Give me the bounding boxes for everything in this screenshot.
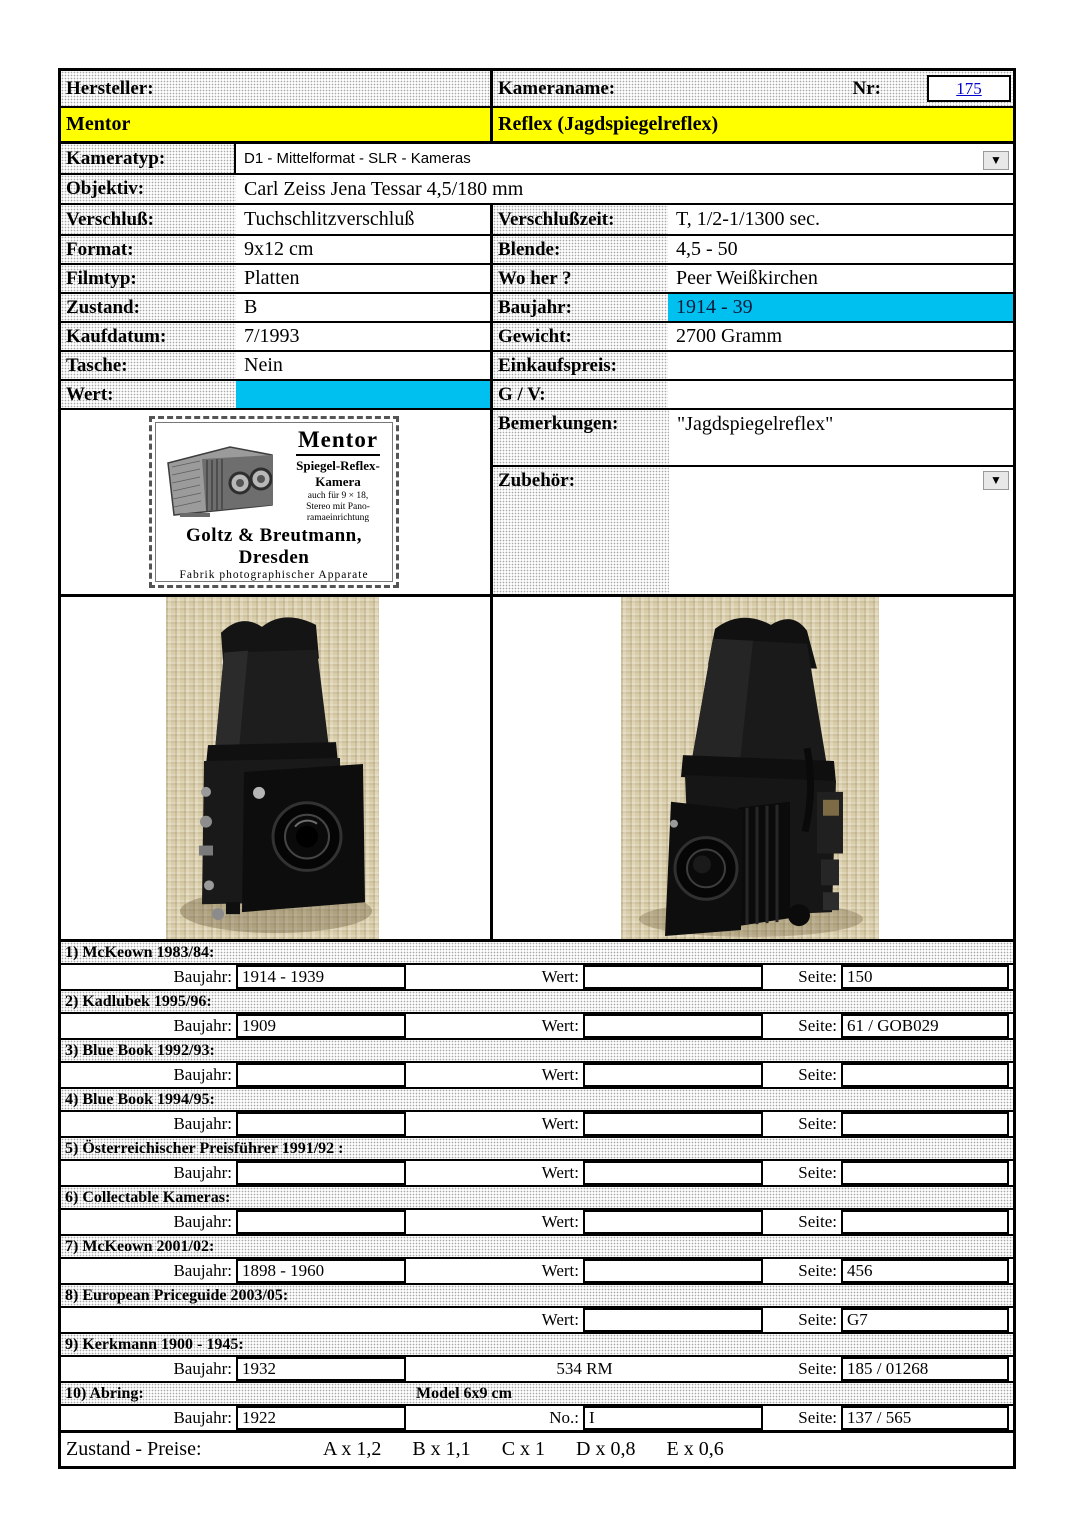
record-number-link[interactable]: 175 <box>956 78 982 98</box>
verschluss-row <box>61 205 490 234</box>
price-guide-title: 1) McKeown 1983/84: <box>65 944 215 961</box>
zustand-value-field[interactable]: B <box>236 294 490 321</box>
verschluss-label: Verschluß: <box>66 208 154 230</box>
kameraname-label: Kameraname: <box>498 77 616 99</box>
baujahr-field-label: Baujahr: <box>173 1408 232 1427</box>
price-guide-row <box>61 989 1013 1038</box>
woher-value-field[interactable]: Peer Weißkirchen <box>668 265 1013 292</box>
camera-photo-left-cell <box>61 597 493 939</box>
price-guide-title: 2) Kadlubek 1995/96: <box>65 993 212 1010</box>
baujahr-field-label: Baujahr: <box>173 1212 232 1231</box>
seite-field-label: Seite: <box>798 967 837 986</box>
verschlusszeit-value-field[interactable]: T, 1/2-1/1300 sec. <box>668 205 1013 234</box>
no-input[interactable]: I <box>583 1406 763 1430</box>
ad-camera-etching <box>160 433 288 525</box>
zustand-preise-label: Zustand - Preise: <box>66 1438 202 1460</box>
price-guide-title: 4) Blue Book 1994/95: <box>65 1091 215 1108</box>
factor-d: D x 0,8 <box>576 1438 636 1460</box>
baujahr-input[interactable]: 1909 <box>236 1014 406 1038</box>
no-field-label: No.: <box>549 1408 579 1427</box>
seite-field-label: Seite: <box>798 1016 837 1035</box>
price-guide-row <box>61 1038 1013 1087</box>
kameratyp-value-field[interactable] <box>236 144 1013 173</box>
wert-input[interactable] <box>583 1014 763 1038</box>
wert-input[interactable] <box>583 1308 763 1332</box>
format-value-field[interactable]: 9x12 cm <box>236 236 490 263</box>
price-guide-row <box>61 1332 1013 1381</box>
baujahr-field-label: Baujahr: <box>173 967 232 986</box>
wert-field-label: Wert: <box>541 967 579 986</box>
hersteller-label: Hersteller: <box>66 77 154 99</box>
wert-input[interactable] <box>583 1112 763 1136</box>
baujahr-input[interactable] <box>236 1112 406 1136</box>
advertisement-cell <box>61 410 493 594</box>
kameratyp-value: D1 - Mittelformat - SLR - Kameras <box>244 150 471 167</box>
bemerkungen-row <box>493 410 1013 465</box>
wert-input[interactable] <box>583 1259 763 1283</box>
baujahr-label: Baujahr: <box>498 296 572 318</box>
photo-block <box>61 594 1013 939</box>
price-guide-model-note: Model 6x9 cm <box>416 1385 512 1402</box>
kameratyp-dropdown-icon[interactable]: ▼ <box>983 151 1009 170</box>
seite-input[interactable]: 185 / 01268 <box>841 1357 1009 1381</box>
objektiv-value-field[interactable] <box>236 175 1013 203</box>
wert-input[interactable] <box>583 965 763 989</box>
zubehoer-dropdown-icon[interactable]: ▼ <box>983 471 1009 490</box>
factor-a: A x 1,2 <box>323 1438 382 1460</box>
header-value-row <box>61 106 1013 141</box>
blende-label: Blende: <box>498 238 561 260</box>
kaufdatum-label: Kaufdatum: <box>66 325 167 347</box>
seite-input[interactable] <box>841 1112 1009 1136</box>
mid-block <box>61 408 1013 594</box>
format-row <box>61 234 490 263</box>
filmtyp-value-field[interactable]: Platten <box>236 265 490 292</box>
filmtyp-row <box>61 263 490 292</box>
price-guide-title: 8) European Priceguide 2003/05: <box>65 1287 289 1304</box>
price-guide-title: 10) Abring: <box>65 1385 144 1402</box>
bemerkungen-value: "Jagdspiegelreflex" <box>677 413 834 435</box>
wert-field-label: Wert: <box>541 1114 579 1133</box>
verschlusszeit-row <box>493 205 1013 234</box>
seite-input[interactable]: 61 / GOB029 <box>841 1014 1009 1038</box>
seite-field-label: Seite: <box>798 1408 837 1427</box>
baujahr-field-label: Baujahr: <box>173 1163 232 1182</box>
tasche-value-field[interactable]: Nein <box>236 352 490 379</box>
wert-field-label: Wert: <box>541 1261 579 1280</box>
seite-input[interactable] <box>841 1161 1009 1185</box>
price-guide-title: 7) McKeown 2001/02: <box>65 1238 215 1255</box>
baujahr-input[interactable]: 1914 - 1939 <box>236 965 406 989</box>
nr-label: Nr: <box>852 77 881 99</box>
einkaufspreis-label: Einkaufspreis: <box>498 354 617 376</box>
baujahr-input[interactable] <box>236 1210 406 1234</box>
baujahr-input[interactable]: 1922 <box>236 1406 406 1430</box>
camera-record-form <box>58 68 1016 1469</box>
wert-input[interactable] <box>583 1210 763 1234</box>
kameratyp-row <box>61 141 1013 173</box>
seite-field-label: Seite: <box>798 1359 837 1378</box>
wert-input[interactable] <box>583 1063 763 1087</box>
factor-b: B x 1,1 <box>412 1438 471 1460</box>
baujahr-input[interactable]: 1898 - 1960 <box>236 1259 406 1283</box>
price-guide-title: 9) Kerkmann 1900 - 1945: <box>65 1336 244 1353</box>
baujahr-value-field[interactable]: 1914 - 39 <box>668 294 1013 321</box>
verschluss-value-field[interactable]: Tuchschlitzverschluß <box>236 205 490 234</box>
ad-company: Goltz & Breutmann, Dresden <box>186 525 362 568</box>
price-guide-title: 5) Österreichischer Preisführer 1991/92 : <box>65 1140 344 1157</box>
zustand-row <box>61 292 490 321</box>
ad-brand: Mentor <box>296 427 380 456</box>
ad-line4: Stereo mit Pano- <box>306 502 370 512</box>
gv-value-field[interactable] <box>668 381 1013 408</box>
verschlusszeit-label: Verschlußzeit: <box>498 208 615 230</box>
price-guide-row <box>61 939 1013 989</box>
baujahr-field-label: Baujahr: <box>173 1065 232 1084</box>
factor-e: E x 0,6 <box>666 1438 724 1460</box>
zubehoer-label: Zubehör: <box>498 470 576 491</box>
zustand-preise-row <box>61 1430 1013 1466</box>
hersteller-value: Mentor <box>66 113 131 135</box>
tasche-row <box>61 350 490 379</box>
baujahr-row <box>493 292 1013 321</box>
mentor-advertisement <box>149 416 399 588</box>
kaufdatum-row <box>61 321 490 350</box>
bemerkungen-label: Bemerkungen: <box>498 413 619 434</box>
price-guide-row <box>61 1087 1013 1136</box>
blende-row <box>493 234 1013 263</box>
baujahr-input[interactable] <box>236 1063 406 1087</box>
price-guide-title: 3) Blue Book 1992/93: <box>65 1042 215 1059</box>
woher-label: Wo her ? <box>498 267 572 289</box>
wert-plain-value: 534 RM <box>556 1359 613 1378</box>
seite-field-label: Seite: <box>798 1114 837 1133</box>
seite-input[interactable] <box>841 1063 1009 1087</box>
price-guide-title: 6) Collectable Kameras: <box>65 1189 231 1206</box>
baujahr-field-label: Baujahr: <box>173 1359 232 1378</box>
einkaufspreis-row <box>493 350 1013 379</box>
objektiv-row <box>61 173 1013 203</box>
wert-input[interactable] <box>583 1161 763 1185</box>
wert-field-label: Wert: <box>541 1212 579 1231</box>
objektiv-value: Carl Zeiss Jena Tessar 4,5/180 mm <box>244 177 524 200</box>
kaufdatum-value-field[interactable]: 7/1993 <box>236 323 490 350</box>
gewicht-row <box>493 321 1013 350</box>
hersteller-value-field[interactable] <box>61 108 493 141</box>
einkaufspreis-value-field[interactable] <box>668 352 1013 379</box>
ad-line5: ramaeinrichtung <box>306 513 370 523</box>
tasche-label: Tasche: <box>66 354 128 376</box>
objektiv-label: Objektiv: <box>66 178 145 199</box>
seite-input[interactable]: 137 / 565 <box>841 1406 1009 1430</box>
wert-row <box>61 379 490 408</box>
seite-field-label: Seite: <box>798 1163 837 1182</box>
record-number-field[interactable] <box>927 75 1011 102</box>
baujahr-input[interactable]: 1932 <box>236 1357 406 1381</box>
price-guide-row <box>61 1381 1013 1430</box>
camera-photo-right-cell <box>493 597 1013 939</box>
wert-field-label: Wert: <box>541 1065 579 1084</box>
factor-c: C x 1 <box>501 1438 546 1460</box>
ad-subtitle: Fabrik photographischer Apparate <box>179 569 369 581</box>
gewicht-value-field[interactable]: 2700 Gramm <box>668 323 1013 350</box>
baujahr-field-label: Baujahr: <box>173 1114 232 1133</box>
baujahr-input[interactable] <box>236 1161 406 1185</box>
baujahr-field-label: Baujahr: <box>173 1016 232 1035</box>
baujahr-field-label: Baujahr: <box>173 1261 232 1280</box>
seite-field-label: Seite: <box>798 1212 837 1231</box>
wert-field-label: Wert: <box>541 1163 579 1182</box>
gv-row <box>493 379 1013 408</box>
ad-line1: Spiegel-Reflex- <box>296 458 380 473</box>
ad-line3: auch für 9 × 18, <box>307 491 369 501</box>
gv-label: G / V: <box>498 383 546 405</box>
kameratyp-label: Kameratyp: <box>66 147 166 169</box>
seite-input[interactable]: G7 <box>841 1308 1009 1332</box>
zubehoer-row <box>493 465 1013 594</box>
price-guide-row <box>61 1136 1013 1185</box>
gewicht-label: Gewicht: <box>498 325 572 347</box>
camera-photo-left <box>166 597 379 939</box>
seite-field-label: Seite: <box>798 1310 837 1329</box>
wert-value-field[interactable] <box>236 381 490 408</box>
seite-input[interactable] <box>841 1210 1009 1234</box>
kameraname-value: Reflex (Jagdspiegelreflex) <box>498 113 719 135</box>
format-label: Format: <box>66 238 134 260</box>
seite-field-label: Seite: <box>798 1261 837 1280</box>
zustand-label: Zustand: <box>66 296 140 318</box>
price-guide-row <box>61 1234 1013 1283</box>
blende-value-field[interactable]: 4,5 - 50 <box>668 236 1013 263</box>
bemerkungen-value-field[interactable] <box>669 410 1013 465</box>
seite-input[interactable]: 456 <box>841 1259 1009 1283</box>
filmtyp-label: Filmtyp: <box>66 267 137 289</box>
wert-label: Wert: <box>66 383 114 405</box>
seite-field-label: Seite: <box>798 1065 837 1084</box>
kameraname-value-field[interactable] <box>493 108 1013 141</box>
seite-input[interactable]: 150 <box>841 965 1009 989</box>
woher-row <box>493 263 1013 292</box>
detail-fields-block <box>61 203 1013 408</box>
camera-photo-right <box>621 597 879 939</box>
zubehoer-value-field[interactable] <box>669 467 1013 594</box>
wert-field-label: Wert: <box>541 1310 579 1329</box>
wert-field-label: Wert: <box>541 1016 579 1035</box>
header-label-row <box>61 71 1013 106</box>
ad-line2: Kamera <box>315 474 361 489</box>
price-guide-row <box>61 1185 1013 1234</box>
price-guide-row <box>61 1283 1013 1332</box>
